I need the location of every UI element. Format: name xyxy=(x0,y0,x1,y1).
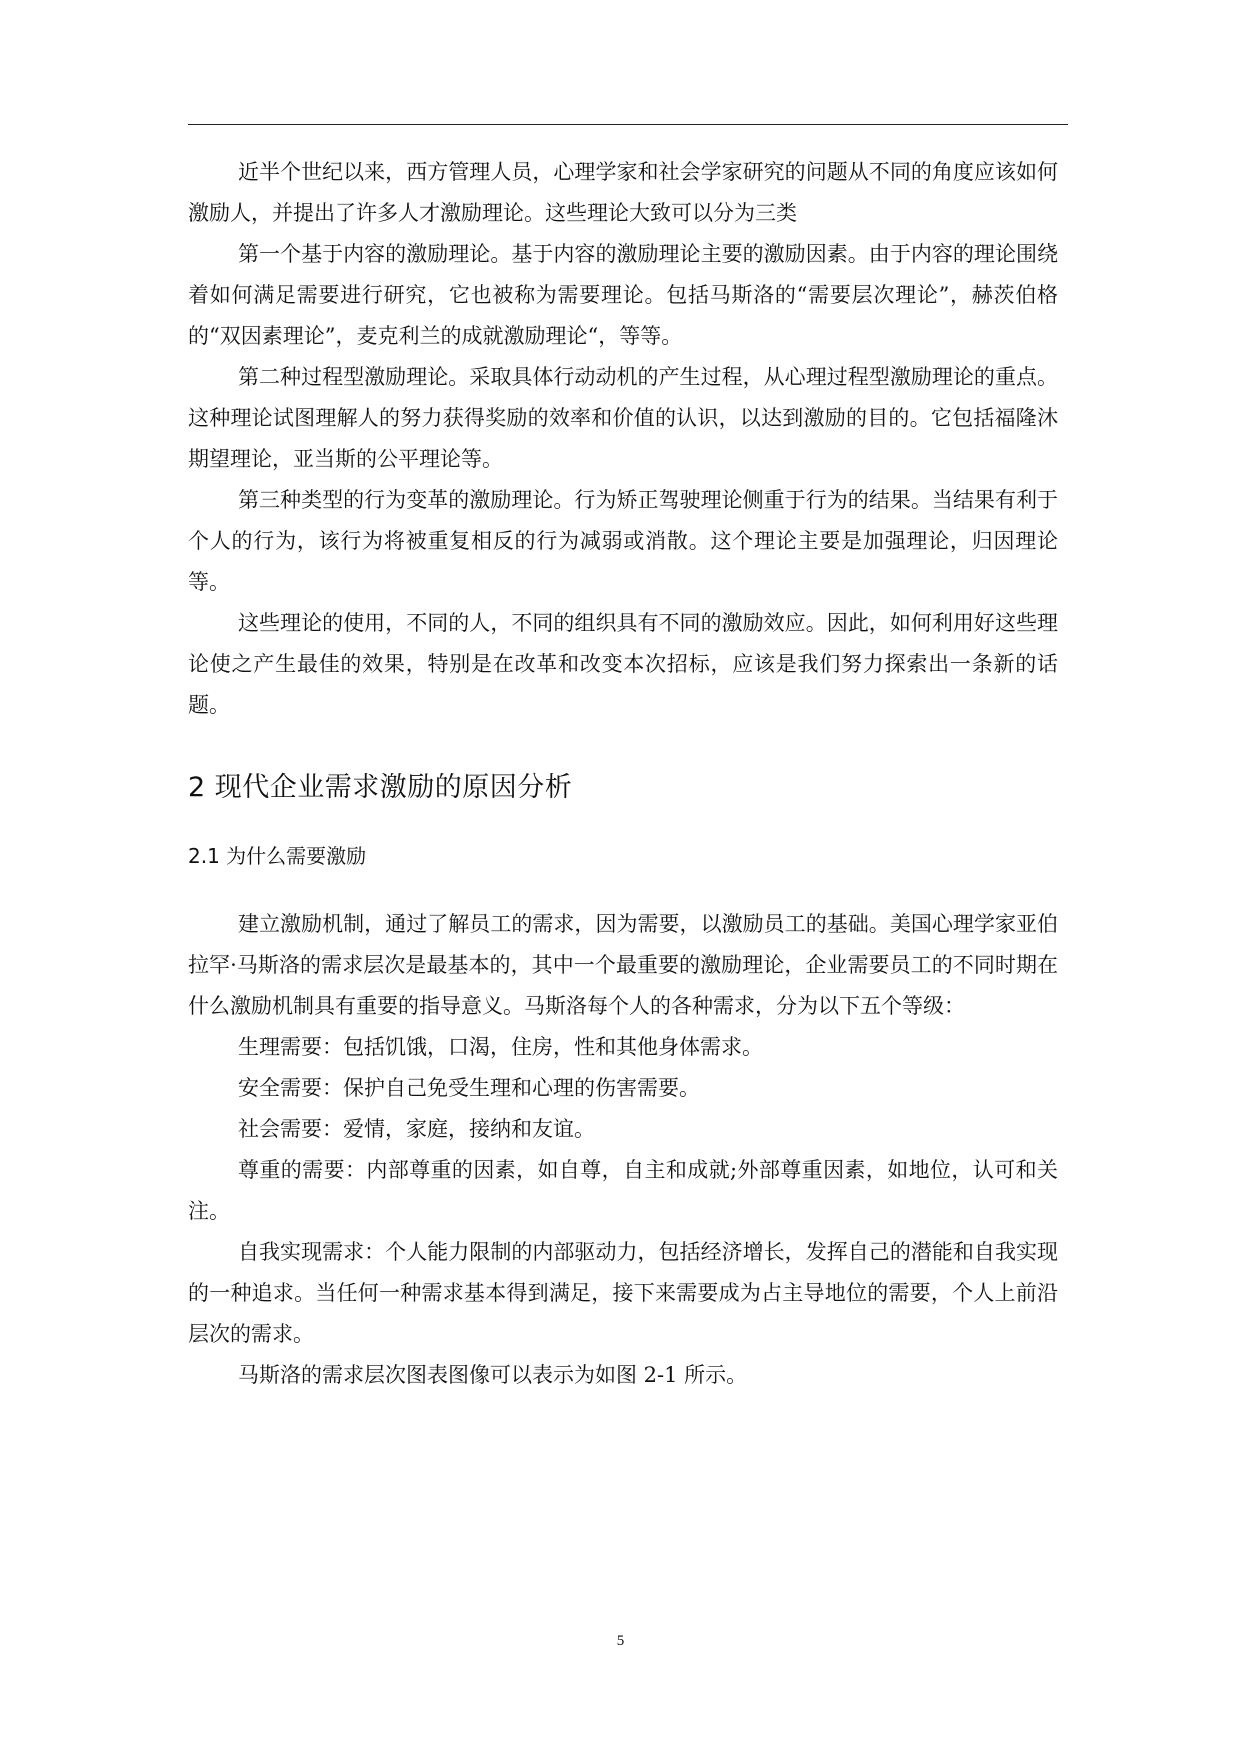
body-paragraph: 第一个基于内容的激励理论。基于内容的激励理论主要的激励因素。由于内容的理论围绕着如何满足需要进行研究，它也被称为需要理论。包括马斯洛的“需要层次理论”，赫茨伯格的“双因素理论”，麦克利兰的成就激励理论“，等等。 xyxy=(188,242,1058,348)
list-item-physiological-needs: 生理需要：包括饥饿，口渴，住房，性和其他身体需求。 xyxy=(238,1035,763,1059)
header-rule xyxy=(188,124,1068,125)
list-item-self-actualization: 自我实现需求：个人能力限制的内部驱动力，包括经济增长，发挥自己的潜能和自我实现的一种追求。当任何一种需求基本得到满足，接下来需要成为占主导地位的需要，个人上前沿层次的需求。 xyxy=(188,1240,1058,1346)
body-paragraph: 这些理论的使用，不同的人，不同的组织具有不同的激励效应。因此，如何利用好这些理论使之产生最佳的效果，特别是在改革和改变本次招标，应该是我们努力探索出一条新的话题。 xyxy=(188,611,1058,717)
page-number: 5 xyxy=(616,1633,625,1649)
subsection-heading: 2.1 为什么需要激励 xyxy=(188,844,367,868)
list-item-social-needs: 社会需要：爱情，家庭，接纳和友谊。 xyxy=(238,1117,595,1141)
document-body xyxy=(188,152,1058,1396)
body-paragraph: 第二种过程型激励理论。采取具体行动动机的产生过程，从心理过程型激励理论的重点。这种理论试图理解人的努力获得奖励的效率和价值的认识，以达到激励的目的。它包括福隆沐期望理论，亚当斯的公平理论等。 xyxy=(188,365,1058,471)
list-item-esteem-needs: 尊重的需要：内部尊重的因素，如自尊，自主和成就;外部尊重因素，如地位，认可和关注。 xyxy=(188,1158,1058,1223)
body-paragraph: 近半个世纪以来，西方管理人员，心理学家和社会学家研究的问题从不同的角度应该如何激励人，并提出了许多人才激励理论。这些理论大致可以分为三类 xyxy=(188,160,1058,225)
body-paragraph: 第三种类型的行为变革的激励理论。行为矫正驾驶理论侧重于行为的结果。当结果有利于个人的行为，该行为将被重复相反的行为减弱或消散。这个理论主要是加强理论，归因理论等。 xyxy=(188,488,1058,594)
section-heading: 2 现代企业需求激励的原因分析 xyxy=(188,772,573,803)
body-paragraph: 建立激励机制，通过了解员工的需求，因为需要，以激励员工的基础。美国心理学家亚伯拉罕·马斯洛的需求层次是最基本的，其中一个最重要的激励理论，企业需要员工的不同时期在什么激励机制具有重要的指导意义。马斯洛每个人的各种需求，分为以下五个等级： xyxy=(188,912,1058,1018)
list-item-safety-needs: 安全需要：保护自己免受生理和心理的伤害需要。 xyxy=(238,1076,700,1100)
figure-reference-paragraph: 马斯洛的需求层次图表图像可以表示为如图 2-1 所示。 xyxy=(238,1363,748,1387)
